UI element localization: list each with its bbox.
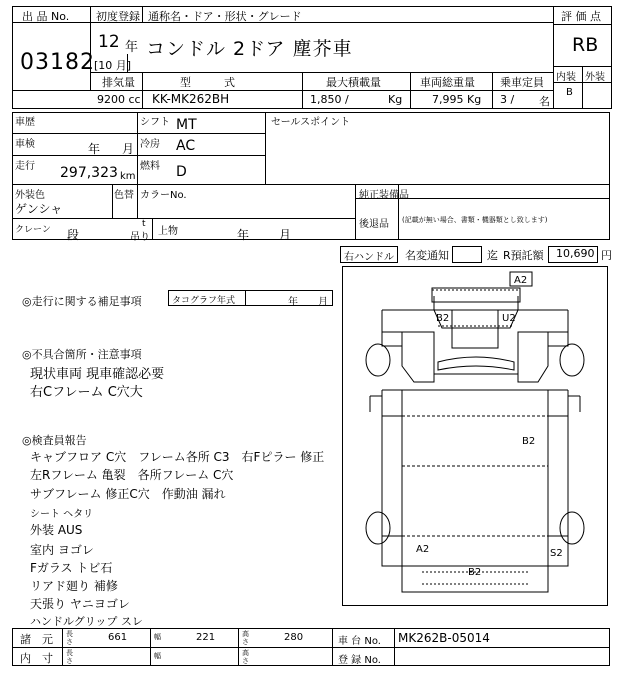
lot-number: 03182 [20,50,95,75]
damage-mark-b2-body: B2 [522,436,536,447]
first-reg-month: [10 月] [94,59,132,72]
registration-label: 登 録 No. [338,655,381,666]
sales-point-label: セールスポイント [271,117,351,128]
standard-equipment-label: 純正装備品 [359,190,409,201]
defects-title: ◎不具合箇所・注意事項 [22,348,142,361]
shift-value: MT [176,117,197,133]
length-label: 長さ [66,649,73,665]
recycle-unit: 円 [601,249,612,262]
crane-label: クレーン [15,225,51,235]
recycle-value: 10,690 [556,247,595,260]
height-label: 高さ [242,649,249,665]
interior-dims-label: 内 寸 [20,652,53,665]
width-value: 221 [196,632,216,643]
truck-diagram-drawing [342,266,608,606]
aftermarket-note: (記載が無い場合、書類・機器類とし致します) [402,216,548,224]
mileage-unit: km [120,171,136,182]
inspector-line: 外装 AUS [30,523,83,537]
inspector-line: シート ヘタリ [30,509,94,520]
length-label: 長さ [66,630,73,646]
width-label: 幅 [154,633,161,641]
crane-ton-unit: 吊り [130,232,150,243]
damage-mark-b2-cab: B2 [436,313,450,324]
damage-mark-a2-side: A2 [416,544,430,555]
bed-label: 上物 [158,226,178,237]
capacity-value: 3 / [500,93,515,106]
first-reg-label: 初度登録 [96,10,140,23]
color-number-label: カラーNo. [140,190,187,201]
mileage-label: 走行 [15,161,35,172]
height-label: 高さ [242,630,249,646]
chassis-label: 車 台 No. [338,636,381,647]
gross-weight-label: 車両総重量 [420,76,475,89]
crane-ton-top: t [142,219,146,229]
name-change-box [452,246,482,263]
inspection-month-unit: 月 [122,142,135,156]
first-reg-year: 12 [98,32,120,52]
aftermarket-label: 後退品 [359,219,389,230]
model-name-label: 通称名・ドア・形状・グレード [148,10,302,23]
inspector-line: ハンドルグリップ スレ [30,615,143,628]
shift-label: シフト [140,117,170,128]
inspector-line: 天張り ヤニヨゴレ [30,597,130,611]
inspector-line: Fガラス トビ石 [30,561,113,575]
rating-value: RB [572,34,599,56]
driving-notes-title: ◎走行に関する補足事項 [22,295,142,308]
fuel-label: 燃料 [140,161,160,172]
ac-label: 冷房 [140,139,160,150]
mileage-value: 297,323 [60,165,118,181]
dims-label: 諸 元 [20,633,53,646]
damage-mark-a2-top: A2 [514,275,528,286]
defect-line: 右Cフレーム C穴大 [30,385,143,400]
type-code: KK-MK262BH [152,92,230,106]
color-label: 外装色 [15,190,45,201]
model-name: コンドル 2ドア 塵芥車 [146,38,353,60]
width-label: 幅 [154,652,161,660]
name-change-label: 名変通知 [405,249,449,262]
inspector-line: キャブフロア C穴 フレーム各所 C3 右Fピラー 修正 [30,450,325,464]
history-label: 車歴 [15,117,35,128]
length-value: 661 [108,632,128,643]
grade-label: 評 価 点 [561,10,601,23]
tachograph-month-unit: 月 [318,297,328,308]
displacement-value: 9200 cc [97,93,141,106]
damage-mark-s2: S2 [550,548,563,559]
tachograph-label: タコグラフ年式 [172,296,236,306]
first-reg-year-unit: 年 [125,40,139,55]
inspector-line: 室内 ヨゴレ [30,543,94,557]
max-load-unit: Kg [388,93,403,106]
inspector-line: 左Rフレーム 亀裂 各所フレーム C穴 [30,468,234,482]
interior-grade-label: 内装 [556,72,576,83]
max-load-label: 最大積載量 [326,76,381,89]
recycle-label: R預託額 [503,249,544,262]
ac-value: AC [176,138,196,154]
displacement-label: 排気量 [102,76,135,89]
max-load-value: 1,850 / [310,93,349,106]
inspector-line: リアド廻り 補修 [30,579,118,593]
right-hand-label: 右ハンドル [344,252,394,263]
chassis-value: MK262B-05014 [398,631,490,645]
inspector-title: ◎検査員報告 [22,434,87,447]
bed-year-unit: 年 [237,228,250,242]
capacity-unit: 名 [539,95,550,108]
crane-stage-unit: 段 [67,228,80,242]
inspection-year-unit: 年 [88,142,101,156]
interior-grade: B [566,87,573,98]
inspection-label: 車検 [15,139,35,150]
inspector-line: サブフレーム 修正C穴 作動油 漏れ [30,487,226,501]
lot-label: 出 品 No. [22,10,70,23]
capacity-label: 乗車定員 [500,76,544,89]
tachograph-year-unit: 年 [288,297,298,308]
color-value: ゲンシャ [15,202,63,216]
damage-mark-b2-rear: B2 [468,567,482,578]
defect-line: 現状車両 現車確認必要 [30,367,165,382]
gross-weight-value: 7,995 Kg [432,93,482,106]
damage-mark-u2: U2 [502,313,516,324]
height-value: 280 [284,632,304,643]
color-change-label: 色替 [114,190,134,201]
type-label: 型 式 [180,76,235,89]
exterior-grade-label: 外装 [585,72,605,83]
meter-prefix: 迄 [487,249,498,262]
fuel-value: D [176,164,187,180]
bed-month-unit: 月 [279,228,292,242]
